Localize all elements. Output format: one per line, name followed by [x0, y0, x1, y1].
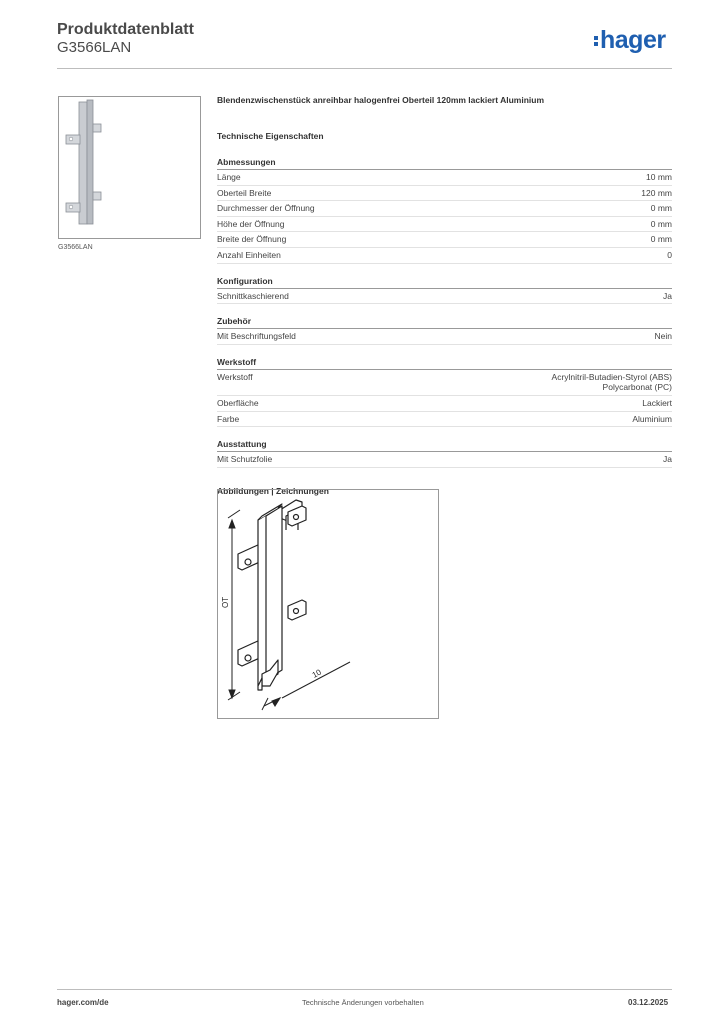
- property-value: [552, 372, 672, 393]
- dimension-ot-label: OT: [221, 596, 230, 608]
- section-konfiguration: [217, 276, 672, 305]
- footer-divider: [57, 989, 672, 990]
- property-label: Breite der Öffnung: [217, 234, 287, 245]
- property-value: 120 mm: [641, 187, 672, 198]
- product-description: Blendenzwischenstück anreihbar halogenfrei Oberteil 120mm lackiert Aluminium: [217, 95, 545, 105]
- property-label: Oberteil Breite: [217, 187, 272, 198]
- product-thumbnail-icon: [59, 97, 200, 238]
- property-row: [217, 201, 672, 217]
- property-row: [217, 396, 672, 412]
- property-label: Anzahl Einheiten: [217, 249, 281, 260]
- property-label: Schnittkaschierend: [217, 290, 289, 301]
- section-zubehoer: [217, 316, 672, 345]
- property-label: Mit Beschriftungsfeld: [217, 331, 296, 342]
- property-value-line: Polycarbonat (PC): [602, 382, 672, 393]
- section-title: Werkstoff: [217, 357, 672, 370]
- property-value: 10 mm: [646, 172, 672, 182]
- section-title: Konfiguration: [217, 276, 672, 289]
- properties-panel: [217, 95, 672, 496]
- property-value: Aluminium: [632, 413, 672, 424]
- logo-dots-icon: [594, 34, 598, 48]
- property-row: [217, 232, 672, 248]
- property-label: Durchmesser der Öffnung: [217, 203, 315, 214]
- technical-drawing: [217, 489, 439, 719]
- property-value: 0 mm: [650, 218, 672, 229]
- property-row: [217, 186, 672, 202]
- property-row: [217, 217, 672, 233]
- property-row: [217, 452, 672, 468]
- section-ausstattung: [217, 439, 672, 468]
- property-value: 0: [667, 249, 672, 260]
- section-abmessungen: [217, 157, 672, 264]
- section-werkstoff: [217, 357, 672, 427]
- hager-logo: [594, 26, 666, 55]
- property-row: [217, 170, 672, 186]
- property-value: 0 mm: [650, 234, 672, 245]
- property-label: Mit Schutzfolie: [217, 454, 273, 465]
- property-label: Farbe: [217, 413, 240, 424]
- property-value: Ja: [663, 290, 672, 301]
- property-row: [217, 289, 672, 305]
- footer-date: 03.12.2025: [628, 998, 669, 1007]
- tech-heading: Technische Eigenschaften: [217, 131, 324, 141]
- property-value-line: Acrylnitril-Butadien-Styrol (ABS): [551, 371, 672, 382]
- property-value: Nein: [654, 331, 672, 342]
- product-code: G3566LAN: [57, 39, 132, 56]
- section-title: Abmessungen: [217, 157, 672, 170]
- technical-drawing-icon: [218, 490, 438, 718]
- property-value: Lackiert: [642, 397, 672, 408]
- property-row: [217, 370, 672, 396]
- figures-title: Abbildungen | Zeichnungen: [217, 485, 329, 496]
- footer-website: hager.com/de: [57, 998, 109, 1007]
- thumbnail-caption: G3566LAN: [58, 244, 93, 251]
- footer-note: Technische Änderungen vorbehalten: [302, 998, 424, 1007]
- property-label: Länge: [217, 172, 241, 182]
- property-label: Höhe der Öffnung: [217, 218, 285, 229]
- header-divider: [57, 68, 672, 69]
- property-row: [217, 329, 672, 345]
- section-title: Ausstattung: [217, 439, 672, 452]
- property-row: [217, 248, 672, 264]
- property-label: Werkstoff: [217, 371, 253, 382]
- section-title: Zubehör: [217, 316, 672, 329]
- logo-text: hager: [600, 26, 666, 54]
- property-value: 0 mm: [650, 203, 672, 214]
- property-value: Ja: [663, 454, 672, 465]
- property-row: [217, 412, 672, 428]
- product-thumbnail: [58, 96, 201, 239]
- page-title: Produktdatenblatt: [57, 21, 194, 38]
- dimension-10-label: 10: [310, 667, 323, 680]
- property-label: Oberfläche: [217, 397, 259, 408]
